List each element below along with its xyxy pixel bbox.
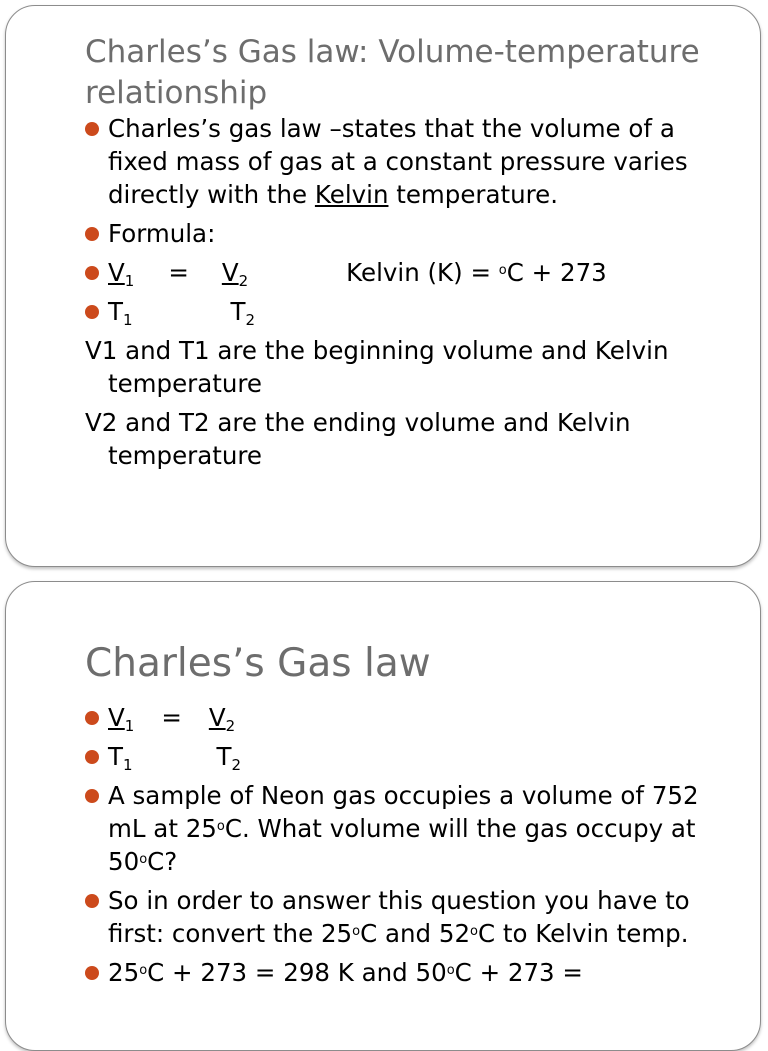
- slide-2-title: Charles’s Gas law: [85, 641, 431, 686]
- bullet-dot-icon: [85, 750, 99, 764]
- bullet-formula-label: [85, 217, 730, 250]
- kelvin-conversion-end: C + 273: [506, 258, 607, 287]
- conversion-text-end: C + 273 =: [454, 958, 583, 987]
- paragraph-ending: V2 and T2 are the ending volume and Kelvin temperature: [85, 408, 631, 470]
- bullet-dot-icon: [85, 227, 99, 241]
- formula-v2: $V_2$: [221, 258, 249, 290]
- formula-t1: $T_1$: [108, 742, 133, 774]
- slide-1: [5, 5, 761, 567]
- degree-symbol: o: [498, 263, 507, 278]
- definition-text: Charles’s gas law –states that the volume of a fixed mass of gas at a constant pressure varies directly with the: [108, 114, 688, 209]
- slide-1-title: Charles’s Gas law: Volume-temperature relationship: [85, 34, 700, 111]
- instruction-text: So in order to answer this question you have to first: convert the 25: [108, 886, 690, 948]
- conversion-text: 25: [108, 958, 140, 987]
- formula-t2: $T_2$: [230, 297, 256, 329]
- bullet-dot-icon: [85, 305, 99, 319]
- bullet-dot-icon: [85, 789, 99, 803]
- slide-2: [5, 581, 761, 1051]
- bullet-formula-numerator: [85, 256, 730, 289]
- bullet-instruction: [85, 884, 730, 950]
- formula-label: Formula:: [108, 219, 216, 248]
- bullet-dot-icon: [85, 966, 99, 980]
- degree-symbol: o: [352, 924, 361, 939]
- instruction-text-mid: C and 52: [360, 919, 471, 948]
- paragraph-beginning: V1 and T1 are the beginning volume and Kelvin temperature: [85, 336, 669, 398]
- bullet-dot-icon: [85, 711, 99, 725]
- conversion-text-mid: C + 273 = 298 K and 50: [147, 958, 447, 987]
- degree-symbol: o: [446, 963, 455, 978]
- bullet-dot-icon: [85, 894, 99, 908]
- bullet-formula-denominator: [85, 740, 730, 773]
- degree-symbol: o: [470, 924, 479, 939]
- question-text: A sample of Neon gas occupies a volume of 752 mL at 25: [108, 781, 699, 843]
- instruction-text-end: C to Kelvin temp.: [478, 919, 689, 948]
- definition-text-end: temperature.: [388, 180, 559, 209]
- slide-1-body: [85, 112, 730, 478]
- bullet-question: [85, 779, 730, 878]
- formula-v1: $V_1$: [108, 258, 135, 290]
- bullet-formula-denominator: [85, 295, 730, 328]
- degree-symbol: o: [216, 819, 225, 834]
- bullet-dot-icon: [85, 266, 99, 280]
- bullet-dot-icon: [85, 122, 99, 136]
- slide-2-body: [85, 701, 730, 995]
- bullet-formula-numerator: [85, 701, 730, 734]
- formula-t2: $T_2$: [216, 742, 242, 774]
- degree-symbol: o: [139, 852, 148, 867]
- bullet-definition: [85, 112, 730, 211]
- degree-symbol: o: [139, 963, 148, 978]
- question-text-mid: C. What volume will the gas occupy at 50: [108, 814, 696, 876]
- kelvin-conversion: Kelvin (K) =: [346, 258, 499, 287]
- kelvin-link-text: Kelvin: [314, 180, 389, 209]
- formula-t1: $T_1$: [108, 297, 133, 329]
- formula-v1: $V_1$: [108, 703, 135, 735]
- formula-equals: =: [168, 258, 189, 287]
- bullet-conversion: [85, 956, 730, 989]
- question-text-end: C?: [147, 847, 178, 876]
- formula-equals: =: [161, 703, 182, 732]
- formula-v2: $V_2$: [208, 703, 236, 735]
